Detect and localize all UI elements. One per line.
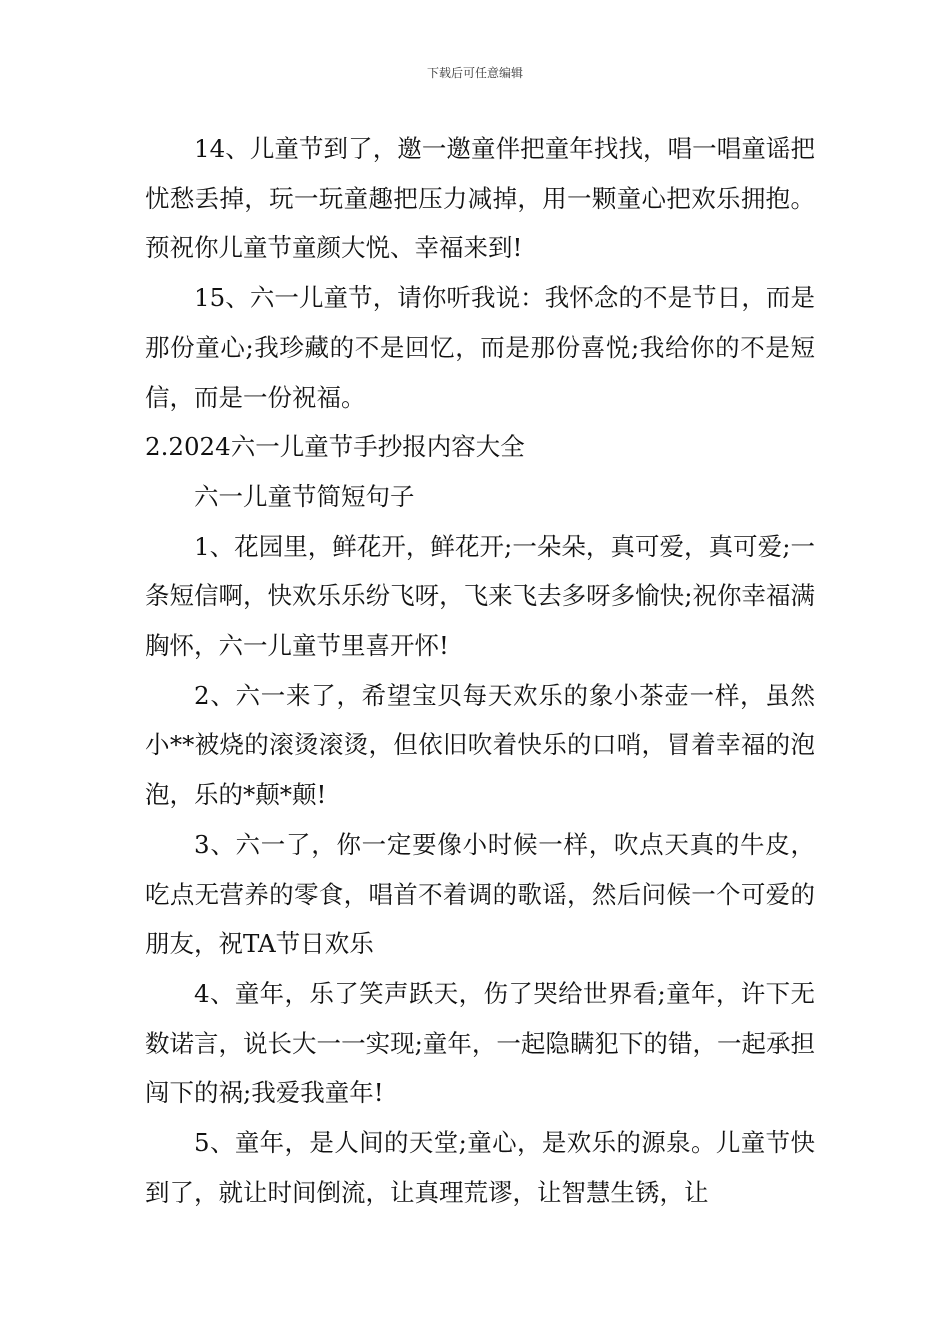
- paragraph-3: 3、六一了，你一定要像小时候一样，吹点天真的牛皮，吃点无营养的零食，唱首不着调的歌谣，然后问候一个可爱的朋友，祝TA节日欢乐: [145, 829, 815, 959]
- section-heading: 2.2024六一儿童节手抄报内容大全: [145, 432, 525, 462]
- paragraph-2: 2、六一来了，希望宝贝每天欢乐的象小茶壶一样，虽然小**被烧的滚烫滚烫，但依旧吹着快乐的口哨，冒着幸福的泡泡，乐的*颠*颠!: [145, 680, 815, 810]
- paragraph-5: 5、童年，是人间的天堂;童心，是欢乐的源泉。儿童节快到了，就让时间倒流，让真理荒谬，让智慧生锈，让: [145, 1128, 815, 1207]
- paragraph-15: 15、六一儿童节，请你听我说：我怀念的不是节日，而是那份童心;我珍藏的不是回忆，而是那份喜悦;我给你的不是短信，而是一份祝福。: [145, 283, 815, 412]
- page-header: 下载后可任意编辑: [426, 66, 523, 80]
- paragraph-1: 1、花园里，鲜花开，鲜花开;一朵朵，真可爱，真可爱;一条短信啊，快欢乐乐纷飞呀，飞来飞去多呀多愉快;祝你幸福满胸怀，六一儿童节里喜开怀!: [145, 531, 815, 661]
- paragraph-4: 4、童年，乐了笑声跃天，伤了哭给世界看;童年，许下无数诺言，说长大一一实现;童年，一起隐瞒犯下的错，一起承担闯下的祸;我爱我童年!: [145, 978, 815, 1108]
- document-body: [145, 124, 815, 1217]
- subsection-title: 六一儿童节简短句子: [194, 481, 415, 511]
- paragraph-14: 14、儿童节到了，邀一邀童伴把童年找找，唱一唱童谣把忧愁丢掉，玩一玩童趣把压力减掉，用一颗童心把欢乐拥抱。预祝你儿童节童颜大悦、幸福来到!: [145, 134, 815, 263]
